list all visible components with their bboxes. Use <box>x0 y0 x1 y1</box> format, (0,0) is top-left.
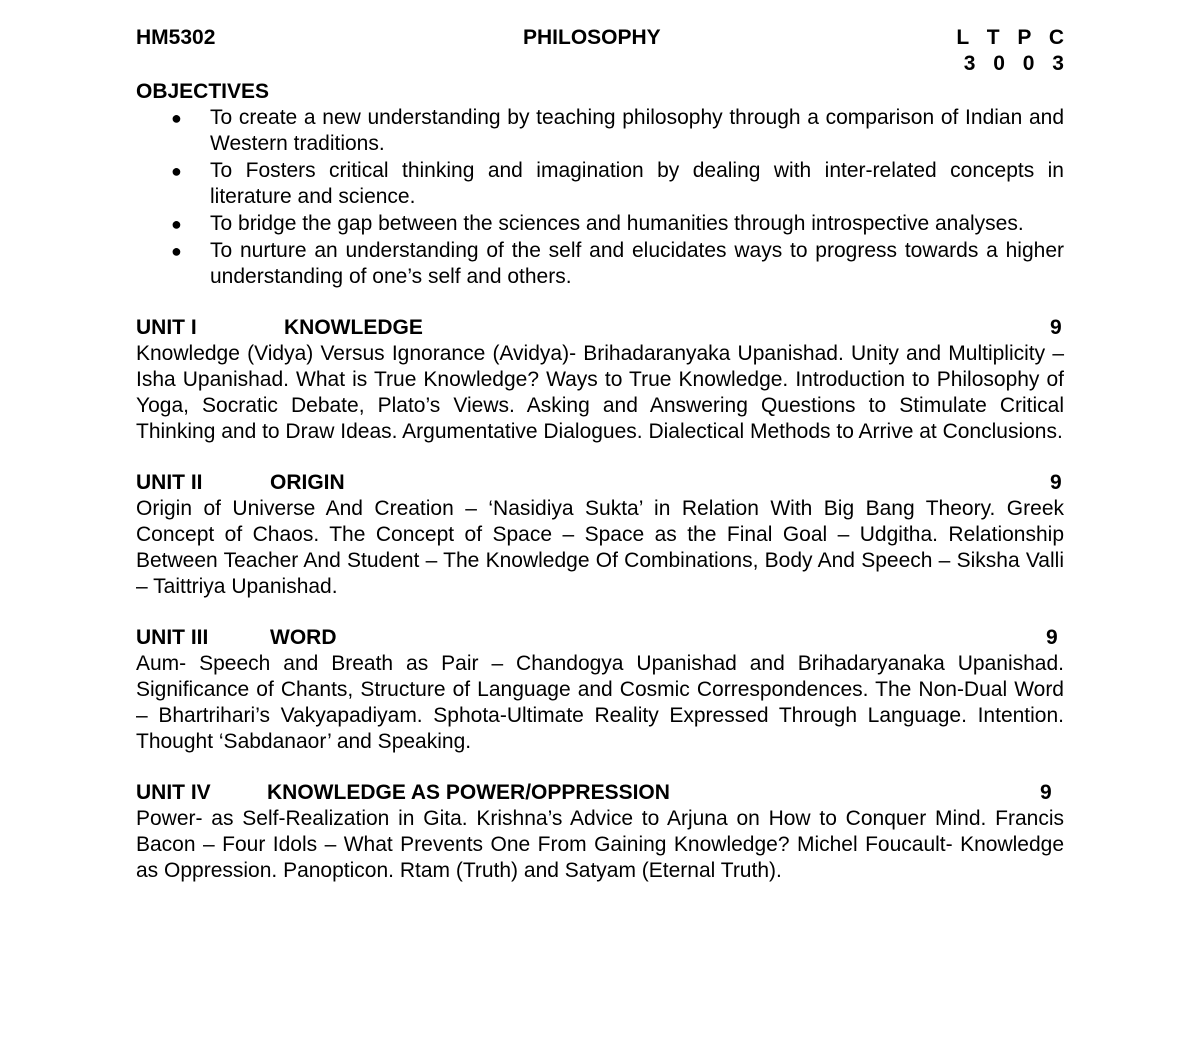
bullet-icon: ● <box>171 241 182 261</box>
unit-heading <box>136 315 1064 341</box>
unit-section <box>136 315 1064 445</box>
unit-number: UNIT III <box>136 626 209 649</box>
unit-hours: 9 <box>1040 781 1052 804</box>
unit-title: ORIGIN <box>270 471 345 494</box>
unit-number: UNIT IV <box>136 781 211 804</box>
objectives-heading: OBJECTIVES <box>136 80 270 103</box>
course-header <box>136 25 1070 79</box>
unit-heading <box>136 625 1064 651</box>
objectives-section <box>136 79 1064 290</box>
ltpc-label: L T P C <box>956 26 1070 49</box>
objective-item <box>136 105 1064 157</box>
unit-title: KNOWLEDGE <box>284 316 423 339</box>
course-title: PHILOSOPHY <box>523 26 661 49</box>
objective-item <box>136 211 1064 237</box>
objective-item <box>136 158 1064 210</box>
objective-text: To Fosters critical thinking and imagination by dealing with inter-related concepts in literature and science. <box>210 159 1064 208</box>
unit-hours: 9 <box>1046 626 1058 649</box>
objective-text: To nurture an understanding of the self and elucidates ways to progress towards a higher understanding of one’s self and others. <box>210 239 1064 288</box>
unit-number: UNIT I <box>136 316 197 339</box>
unit-content: Knowledge (Vidya) Versus Ignorance (Avidya)- Brihadaranyaka Upanishad. Unity and Multiplicity – Isha Upanishad. What is True Knowledge? Ways to True Knowledge. Introduction to Philosophy of Yoga, Socratic Debate, Plato’s Views. Asking and Answering Questions to Stimulate Critical Thinking and to Draw Ideas. Argumentative Dialogues. Dialectical Methods to Arrive at Conclusions. <box>136 342 1064 443</box>
unit-title: KNOWLEDGE AS POWER/OPPRESSION <box>267 781 670 804</box>
unit-section <box>136 780 1064 884</box>
unit-hours: 9 <box>1050 471 1062 494</box>
ltpc-block <box>956 25 1070 77</box>
syllabus-page <box>136 25 1070 884</box>
unit-heading <box>136 780 1064 806</box>
unit-heading <box>136 470 1064 496</box>
objective-text: To bridge the gap between the sciences and humanities through introspective analyses. <box>210 212 1024 235</box>
objective-item <box>136 238 1064 290</box>
bullet-icon: ● <box>171 161 182 181</box>
unit-hours: 9 <box>1050 316 1062 339</box>
bullet-icon: ● <box>171 214 182 234</box>
objective-text: To create a new understanding by teaching philosophy through a comparison of Indian and Western traditions. <box>210 106 1064 155</box>
unit-content: Aum- Speech and Breath as Pair – Chandogya Upanishad and Brihadaryanaka Upanishad. Significance of Chants, Structure of Language and Cosmic Correspondences. The Non-Dual Word – Bhartrihari’s Vakyapadiyam. Sphota-Ultimate Reality Expressed Through Language. Intention. Thought ‘Sabdanaor’ and Speaking. <box>136 652 1064 753</box>
unit-number: UNIT II <box>136 471 203 494</box>
unit-content: Power- as Self-Realization in Gita. Krishna’s Advice to Arjuna on How to Conquer Mind. Francis Bacon – Four Idols – What Prevents One From Gaining Knowledge? Michel Foucault- Knowledge as Oppression. Panopticon. Rtam (Truth) and Satyam (Eternal Truth). <box>136 807 1064 882</box>
course-code: HM5302 <box>136 26 216 49</box>
bullet-icon: ● <box>171 108 182 128</box>
ltpc-values: 3 0 0 3 <box>963 52 1070 75</box>
unit-content: Origin of Universe And Creation – ‘Nasidiya Sukta’ in Relation With Big Bang Theory. Greek Concept of Chaos. The Concept of Space – Space as the Final Goal – Udgitha. Relationship Between Teacher And Student – The Knowledge Of Combinations, Body And Speech – Siksha Valli – Taittriya Upanishad. <box>136 497 1064 598</box>
objectives-list <box>136 105 1064 290</box>
unit-section <box>136 625 1064 755</box>
unit-title: WORD <box>270 626 337 649</box>
unit-section <box>136 470 1064 600</box>
